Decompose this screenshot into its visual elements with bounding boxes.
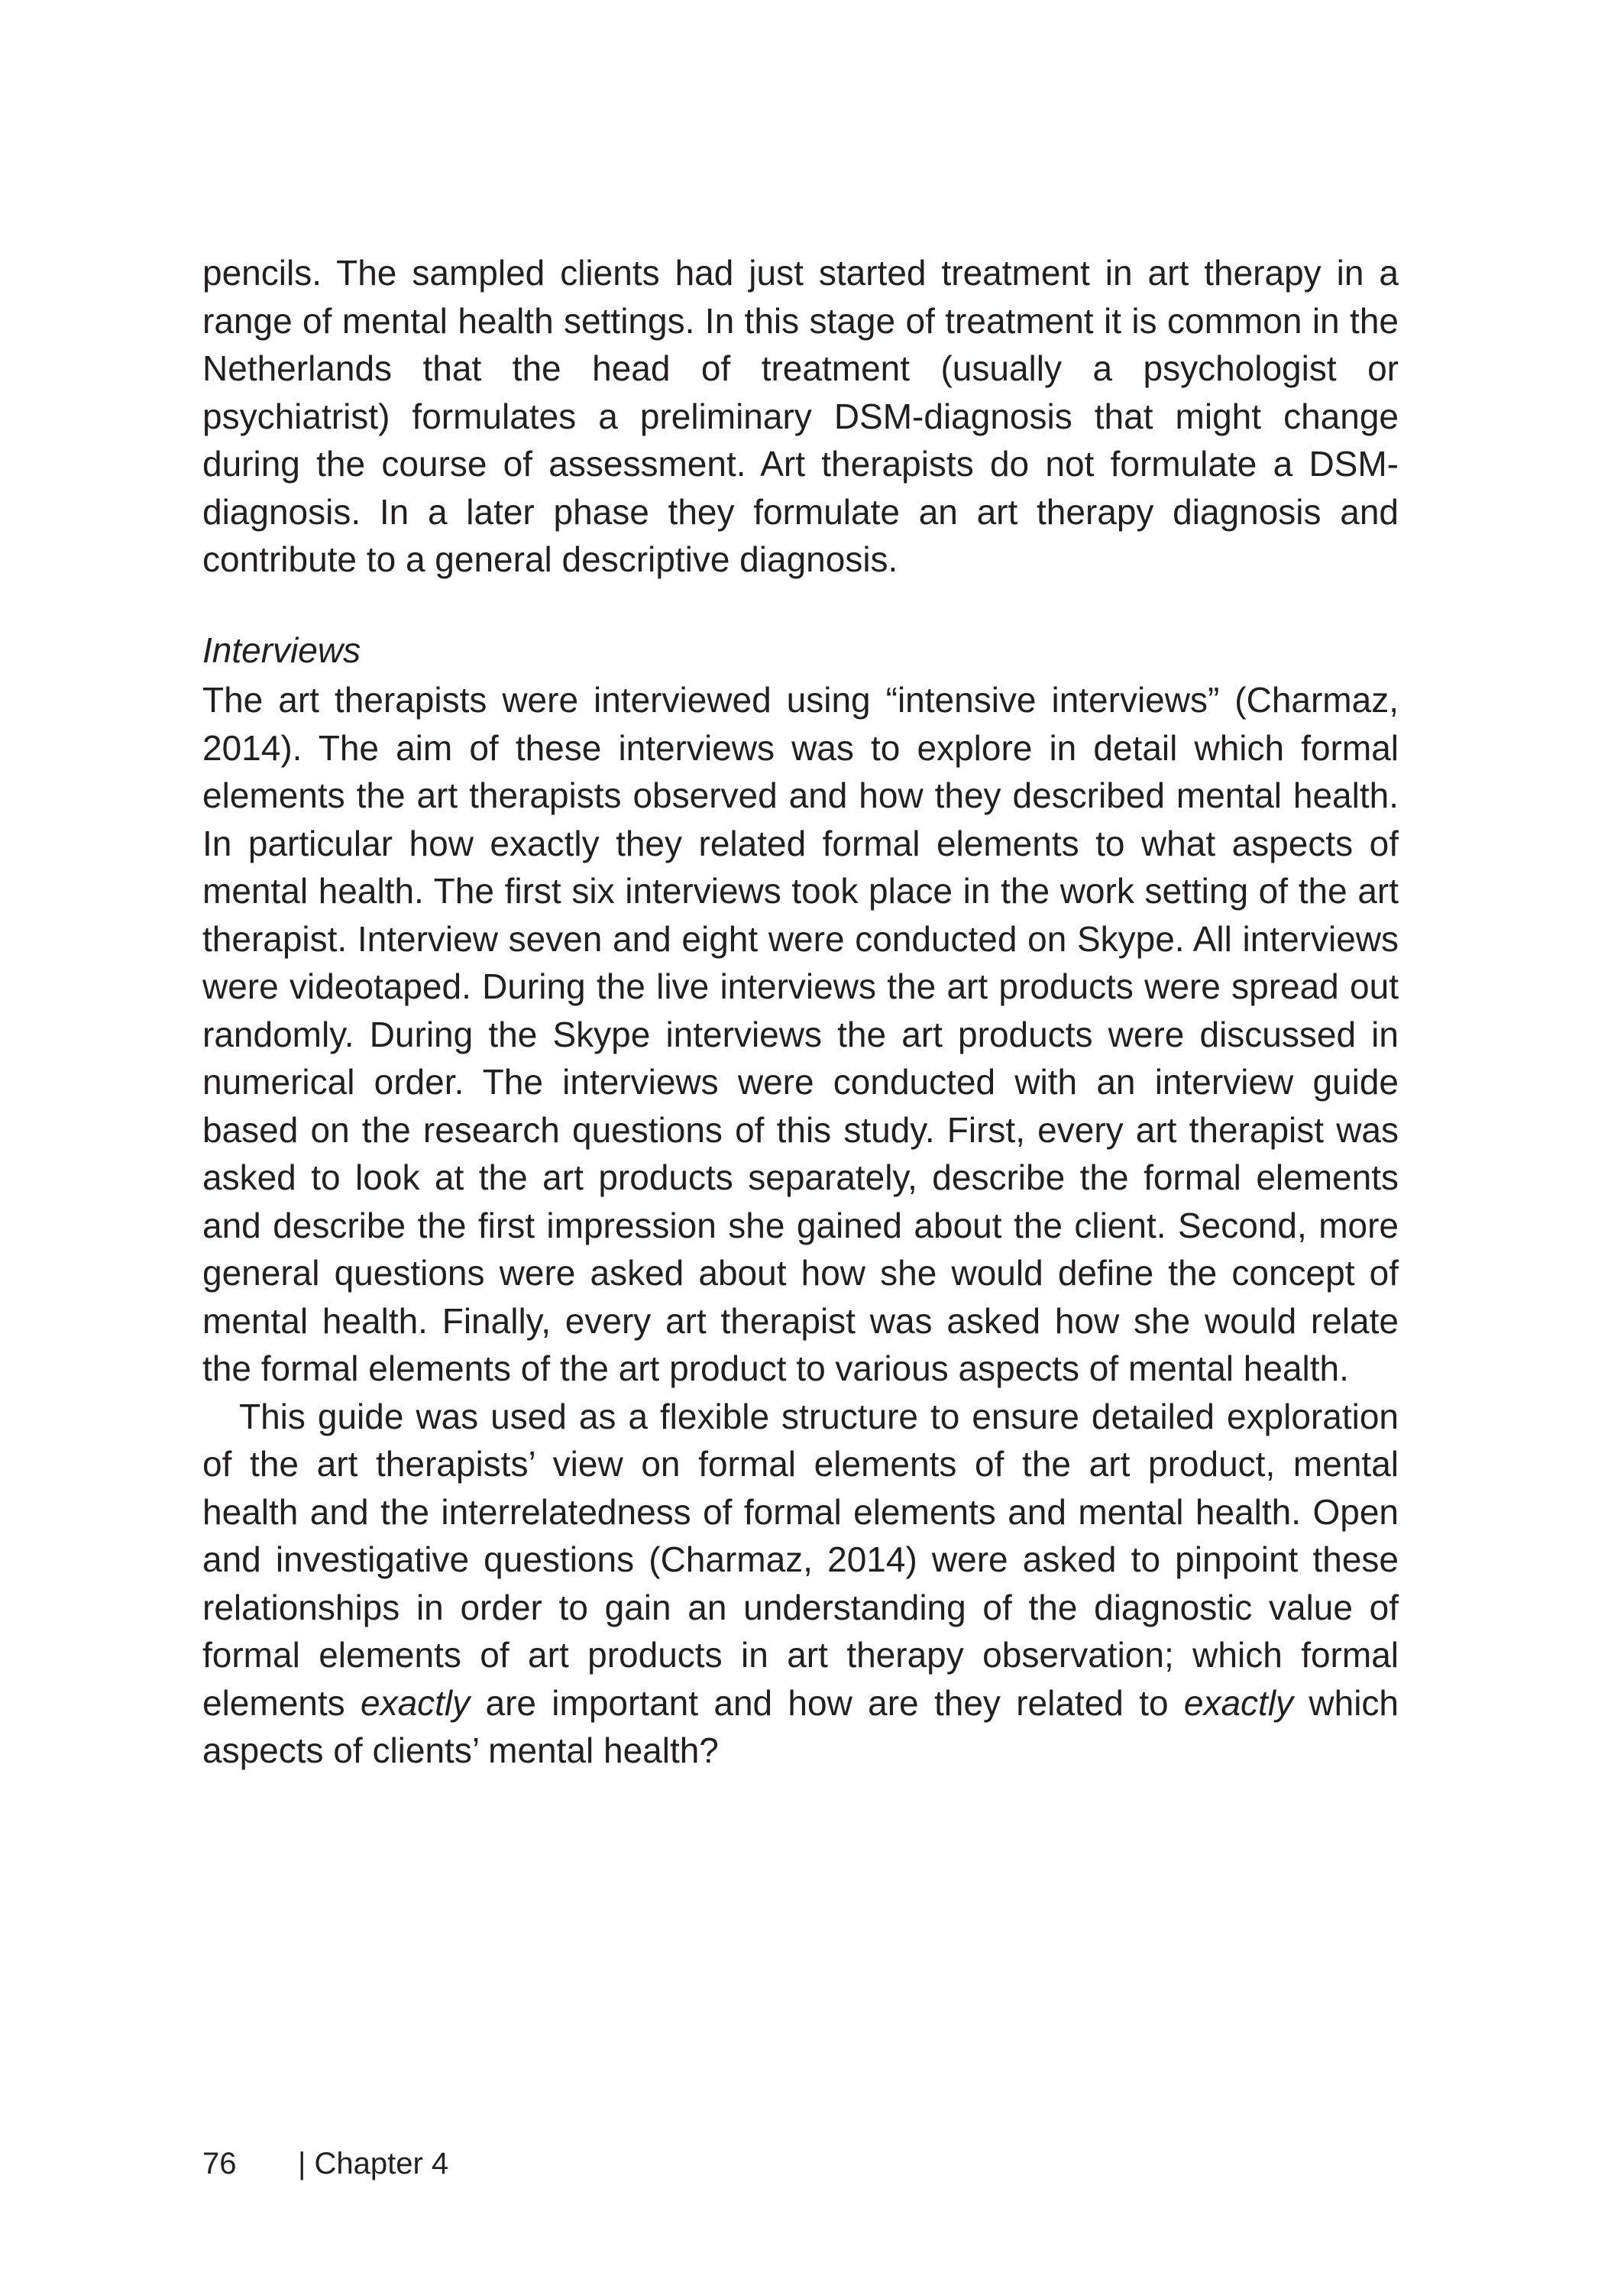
paragraph-interviews-method: The art therapists were interviewed using “intensive interviews” (Charmaz, 2014). The aim of these interviews was to explore in detail which formal elements the art therapists observed and how they described mental health. In particular how exactly they related formal elements to what aspects of mental health. The first six interviews took place in the work setting of the art therapist. Interview seven and eight were conducted on Skype. All interviews were videotaped. During the live interviews the art products were spread out randomly. During the Skype interviews the art products were discussed in numerical order. The interviews were conducted with an interview guide based on the research questions of this study. First, every art therapist was asked to look at the art products separately, describe the formal elements and describe the first impression she gained about the client. Second, more general questions were asked about how she would define the concept of mental health. Finally, every art therapist was asked how she would relate the formal elements of the art product to various aspects of mental health. [202, 680, 1399, 1388]
paragraph-text-segment: This guide was used as a flexible structure to ensure detailed exploration of the art therapists’ view on formal elements of the art product, mental health and the interrelatedness of formal elements and mental health. Open and investigative questions (Charmaz, 2014) were asked to pinpoint these relationships in order to gain an understanding of the diagnostic value of formal elements of art products in art therapy observation; which formal elements [202, 1396, 1399, 1723]
paragraph-interview-guide [202, 1393, 1399, 1775]
chapter-label: | Chapter 4 [298, 2147, 449, 2180]
emphasis-text: exactly [360, 1682, 471, 1723]
page-number: 76 [202, 2147, 237, 2180]
paragraph-continuation [202, 249, 1399, 584]
page-footer [202, 2142, 448, 2185]
section-heading-block [202, 626, 1399, 675]
paragraph-text-segment: which aspects of clients’ mental health? [202, 1682, 1399, 1770]
section-heading: Interviews [202, 630, 361, 670]
paragraph-text: pencils. The sampled clients had just started treatment in art therapy in a range of mental health settings. In this stage of treatment it is common in the Netherlands that the head of treatment (usually a psychologist or psychiatrist) formulates a preliminary DSM-diagnosis that might change during the course of assessment. Art therapists do not formulate a DSM-diagnosis. In a later phase they formulate an art therapy diagnosis and contribute to a general descriptive diagnosis. [202, 253, 1399, 579]
emphasis-text: exactly [1183, 1682, 1294, 1723]
interviews-section-body [202, 676, 1399, 1775]
paragraph-text-segment: are important and how are they related to [470, 1682, 1184, 1723]
